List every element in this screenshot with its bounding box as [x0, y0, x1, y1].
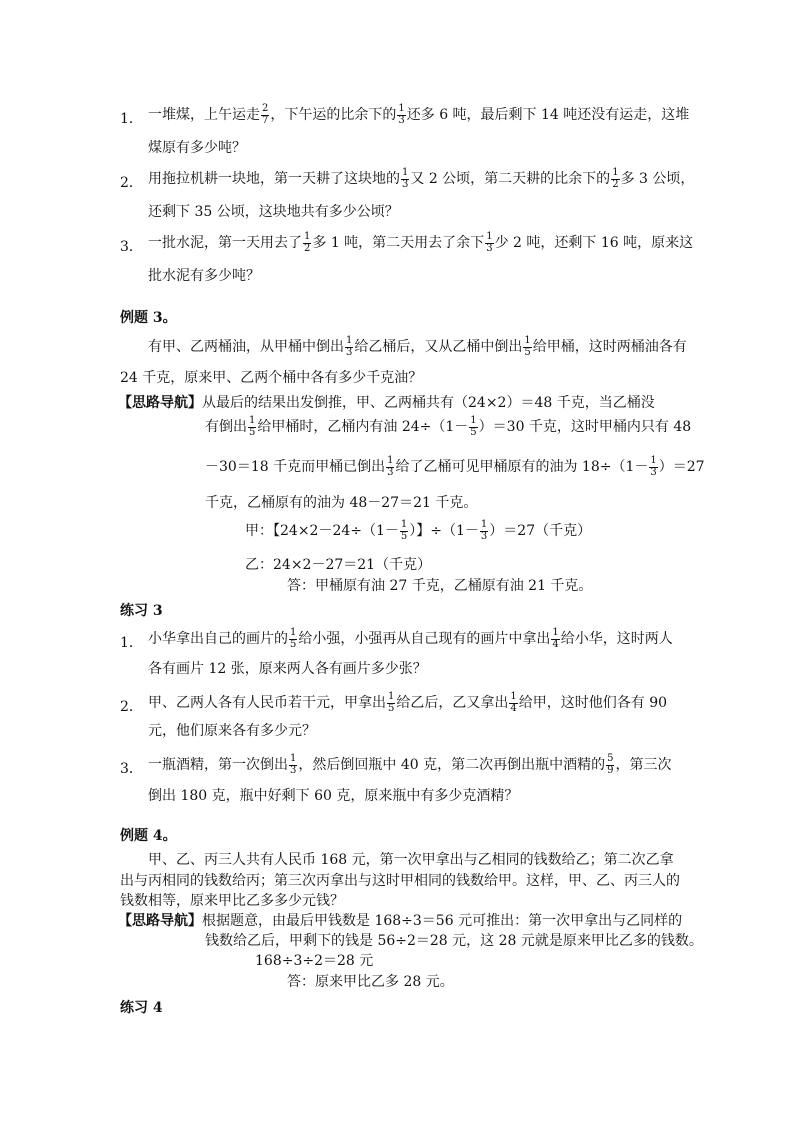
example3-problem-line2: 24 千克，原来甲、乙两个桶中各有多少千克油？	[120, 370, 423, 386]
text-segment: ，然后倒回瓶中 40 克，第二次再倒出瓶中酒精的	[298, 757, 606, 773]
fraction: $\frac{5}{9}$	[607, 753, 614, 776]
text-segment: 少 2 吨，还剩下 16 吨，原来这	[494, 235, 694, 251]
example3-guide-line1	[118, 396, 655, 410]
text-segment: ，下午运的比余下的	[270, 107, 397, 123]
practice2-q2-line2: 还剩下 35 公顷，这块地共有多少公顷？	[148, 204, 399, 220]
practice2-q3-number: 3．	[120, 239, 143, 255]
text-segment: 又 2 公顷，第二天耕的比余下的	[410, 171, 611, 187]
fraction: $\frac{1}{3}$	[290, 753, 297, 776]
fraction: $\frac{1}{3}$	[480, 519, 488, 542]
text-segment: 用拖拉机耕一块地，第一天耕了这块地的	[148, 171, 400, 187]
fraction: $\frac{1}{3}$	[650, 455, 657, 478]
text-segment: ）＝27	[658, 459, 705, 475]
practice3-q3-number: 3．	[120, 761, 143, 777]
practice3-q2-line1	[148, 692, 667, 714]
text-segment: 从最后的结果出发倒推，甲、乙两桶共有（24×2）＝48 千克，当乙桶没	[202, 395, 655, 411]
example4-problem-line1: 甲、乙、丙三人共有人民币 168 元，第一次甲拿出与乙相同的钱数给乙；第二次乙拿	[148, 852, 674, 868]
practice3-title: 练习 3	[120, 603, 163, 619]
text-segment: 多 3 公顷，	[620, 171, 695, 187]
example4-guide-line1	[118, 914, 682, 928]
text-segment: －30＝18 千克而甲桶已倒出	[205, 459, 386, 475]
text-segment: ，第三次	[615, 757, 672, 773]
practice3-q3-line2: 倒出 180 克，瓶中好剩下 60 克，原来瓶中有多少克酒精？	[148, 788, 519, 804]
text-segment: 给小华，这时两人	[560, 631, 673, 647]
example3-calc-line1	[245, 520, 591, 542]
practice3-q1-number: 1．	[120, 635, 143, 651]
text-segment: ）】÷（1－	[409, 523, 479, 539]
example3-guide-line2	[205, 416, 691, 438]
example3-title: 例题 3。	[120, 310, 177, 326]
fraction: $\frac{1}{5}$	[249, 415, 256, 438]
example4-problem-line2: 出与丙相同的钱数给丙；第三次丙拿出与这时甲相同的钱数给甲。这样，甲、乙、丙三人的	[120, 873, 680, 889]
example4-title: 例题 4。	[120, 828, 177, 844]
text-segment: 小华拿出自己的画片的	[148, 631, 288, 647]
text-segment: 一堆煤，上午运走	[148, 107, 260, 123]
example4-answer: 答：原来甲比乙多 28 元。	[287, 974, 454, 990]
text-segment: 给甲桶时，乙桶内有油 24÷（1－	[257, 419, 469, 435]
example4-calc: 168÷3÷2＝28 元	[255, 953, 374, 969]
example4-guide-line2: 钱数给乙后，甲剩下的钱是 56÷2＝28 元，这 28 元就是原来甲比乙多的钱数。	[205, 933, 703, 949]
example3-answer: 答：甲桶原有油 27 千克，乙桶原有油 21 千克。	[287, 578, 593, 594]
text-segment: 有甲、乙两桶油，从甲桶中倒出	[148, 339, 344, 355]
example3-guide-line4: 千克，乙桶原有的油为 48－27＝21 千克。	[205, 495, 478, 511]
fraction: $\frac{1}{5}$	[400, 519, 408, 542]
fraction: $\frac{1}{5}$	[388, 691, 395, 714]
fraction: $\frac{1}{2}$	[612, 167, 619, 190]
fraction: $\frac{1}{3}$	[486, 231, 493, 254]
practice2-q3-line2: 批水泥有多少吨？	[148, 268, 260, 284]
text-segment: 根据题意，由最后甲钱数是 168÷3＝56 元可推出：第一次甲拿出与乙同样的	[202, 913, 683, 929]
text-segment: ）＝27（千克）	[489, 523, 592, 539]
example3-problem-line1	[148, 336, 687, 358]
text-segment: 甲：【24×2－24÷（1－	[245, 523, 399, 539]
fraction: $\frac{1}{2}$	[304, 231, 311, 254]
text-segment: 给乙桶后，又从乙桶中倒出	[354, 339, 523, 355]
text-segment: 给了乙桶可见甲桶原有的油为 18÷（1－	[395, 459, 649, 475]
text-segment: 给小强，小强再从自己现有的画片中拿出	[298, 631, 551, 647]
fraction: $\frac{1}{4}$	[552, 627, 559, 650]
practice4-title: 练习 4	[120, 1000, 163, 1016]
example3-guide-line3	[205, 456, 705, 478]
text-segment: 给甲，这时他们各有 90	[518, 695, 668, 711]
text-segment: 甲、乙两人各有人民币若干元，甲拿出	[148, 695, 386, 711]
practice2-q1-number: 1．	[120, 111, 143, 127]
guide-label: 【思路导航】	[118, 913, 202, 929]
guide-label: 【思路导航】	[118, 395, 202, 411]
practice3-q3-line1	[148, 754, 671, 776]
practice2-q2-number: 2．	[120, 175, 143, 191]
practice3-q2-line2: 元，他们原来各有多少元？	[148, 723, 316, 739]
practice2-q3-line1	[148, 232, 693, 254]
fraction: $\frac{1}{3}$	[346, 335, 353, 358]
text-segment: 给乙后，乙又拿出	[396, 695, 509, 711]
practice3-q1-line2: 各有画片 12 张，原来两人各有画片多少张？	[148, 661, 427, 677]
fraction: $\frac{1}{4}$	[510, 691, 517, 714]
practice2-q2-line1	[148, 168, 694, 190]
fraction: $\frac{1}{3}$	[387, 455, 394, 478]
fraction: $\frac{1}{5}$	[524, 335, 531, 358]
example3-calc-line2: 乙：24×2－27＝21（千克）	[245, 557, 432, 573]
practice2-q1-line1	[148, 104, 689, 126]
fraction: $\frac{1}{5}$	[470, 415, 477, 438]
text-segment: 一批水泥，第一天用去了	[148, 235, 302, 251]
fraction: $\frac{1}{3}$	[402, 167, 409, 190]
text-segment: 一瓶酒精，第一次倒出	[148, 757, 288, 773]
fraction: $\frac{2}{7}$	[262, 103, 269, 126]
text-segment: 有倒出	[205, 419, 247, 435]
practice2-q1-line2: 煤原有多少吨？	[148, 140, 246, 156]
text-segment: ）＝30 千克，这时甲桶内只有 48	[478, 419, 692, 435]
text-segment: 给甲桶，这时两桶油各有	[532, 339, 687, 355]
practice3-q2-number: 2．	[120, 699, 143, 715]
text-segment: 还多 6 吨，最后剩下 14 吨还没有运走，这堆	[406, 107, 690, 123]
example4-problem-line3: 钱数相等，原来甲比乙多多少元钱？	[120, 893, 344, 909]
fraction: $\frac{1}{3}$	[398, 103, 405, 126]
text-segment: 多 1 吨，第二天用去了余下	[312, 235, 485, 251]
fraction: $\frac{1}{5}$	[290, 627, 297, 650]
practice3-q1-line1	[148, 628, 673, 650]
